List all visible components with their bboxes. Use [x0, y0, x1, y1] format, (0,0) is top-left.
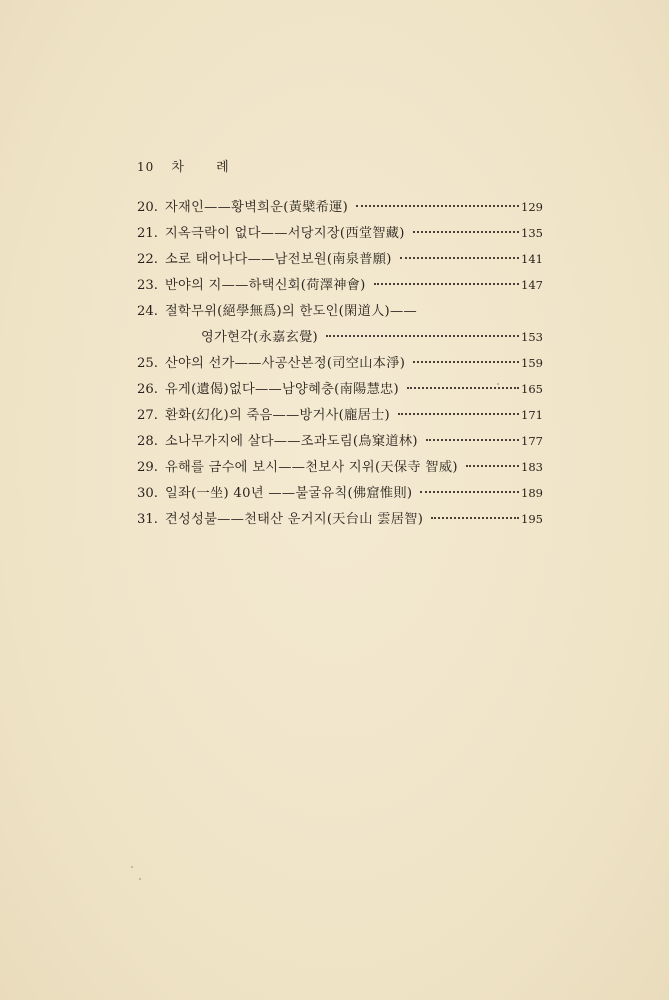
- entry-number: 28.: [137, 434, 158, 449]
- entry-number: 27.: [137, 408, 158, 423]
- paper-speck: [131, 866, 133, 868]
- page-header: [137, 156, 243, 175]
- entry-title: 반야의 지——하택신회(荷澤神會): [165, 278, 366, 293]
- entry-title: 자재인——황벽희운(黃檗希運): [165, 200, 349, 215]
- toc-entry-29: [137, 456, 543, 482]
- entry-title: 산야의 선가——사공산본정(司空山本淨): [165, 356, 406, 371]
- leader-dots: [400, 257, 519, 259]
- leader-dots: [413, 361, 519, 363]
- toc-entry-22: [137, 248, 543, 274]
- table-of-contents: [137, 196, 543, 534]
- entry-page: 195: [521, 512, 543, 526]
- leader-dots: [413, 231, 519, 233]
- entry-number: 29.: [137, 460, 158, 475]
- leader-dots: [420, 491, 519, 493]
- toc-entry-31: [137, 508, 543, 534]
- toc-entry-24: [137, 300, 543, 326]
- entry-title: 유게(遺偈)없다——남양혜충(南陽慧忠): [165, 382, 399, 397]
- paper-speck: [139, 878, 141, 880]
- entry-page: 177: [521, 434, 543, 448]
- leader-dots: [466, 465, 519, 467]
- entry-page: 153: [521, 330, 543, 344]
- toc-entry-20: [137, 196, 543, 222]
- toc-entry-24-continued: [137, 326, 543, 352]
- toc-entry-21: [137, 222, 543, 248]
- entry-title: 유해를 금수에 보시——천보사 지위(天保寺 智威): [165, 460, 458, 475]
- leader-dots: [356, 205, 519, 207]
- toc-entry-27: [137, 404, 543, 430]
- entry-page: 165: [521, 382, 543, 396]
- entry-title: 일좌(一坐) 40년 ——불굴유칙(佛窟惟則): [165, 486, 413, 501]
- entry-page: 135: [521, 226, 543, 240]
- toc-entry-25: [137, 352, 543, 378]
- leader-dots: [407, 387, 519, 389]
- entry-title: 영가현각(永嘉玄覺): [201, 330, 318, 345]
- entry-page: 189: [521, 486, 543, 500]
- leader-dots: [398, 413, 519, 415]
- page-number: 10: [137, 160, 155, 174]
- entry-title: 절학무위(絕學無爲)의 한도인(閑道人)——: [165, 304, 417, 319]
- entry-number: 26.: [137, 382, 158, 397]
- toc-entry-28: [137, 430, 543, 456]
- entry-title: 지옥극락이 없다——서당지장(西堂智藏): [165, 226, 405, 241]
- entry-title: 소나무가지에 살다——조과도림(鳥窠道林): [165, 434, 418, 449]
- entry-page: 159: [521, 356, 543, 370]
- leader-dots: [431, 517, 519, 519]
- toc-entry-23: [137, 274, 543, 300]
- entry-number: 21.: [137, 226, 158, 241]
- entry-page: 183: [521, 460, 543, 474]
- leader-dots: [374, 283, 519, 285]
- toc-entry-26: [137, 378, 543, 404]
- entry-number: 25.: [137, 356, 158, 371]
- entry-number: 22.: [137, 252, 158, 267]
- entry-number: 24.: [137, 304, 158, 319]
- page-title: 차 례: [171, 160, 243, 175]
- entry-title: 환화(幻化)의 죽음——방거사(龐居士): [165, 408, 390, 423]
- leader-dots: [426, 439, 519, 441]
- leader-dots: [326, 335, 519, 337]
- toc-entry-30: [137, 482, 543, 508]
- entry-number: 31.: [137, 512, 158, 527]
- entry-page: 141: [521, 252, 543, 266]
- entry-page: 171: [521, 408, 543, 422]
- entry-title: 소로 태어나다——남전보원(南泉普願): [165, 252, 392, 267]
- entry-number: 23.: [137, 278, 158, 293]
- entry-title: 견성성불——천태산 운거지(天台山 雲居智): [165, 512, 424, 527]
- entry-number: 20.: [137, 200, 158, 215]
- entry-number: 30.: [137, 486, 158, 501]
- paper-speck: [497, 383, 499, 385]
- entry-page: 129: [521, 200, 543, 214]
- entry-page: 147: [521, 278, 543, 292]
